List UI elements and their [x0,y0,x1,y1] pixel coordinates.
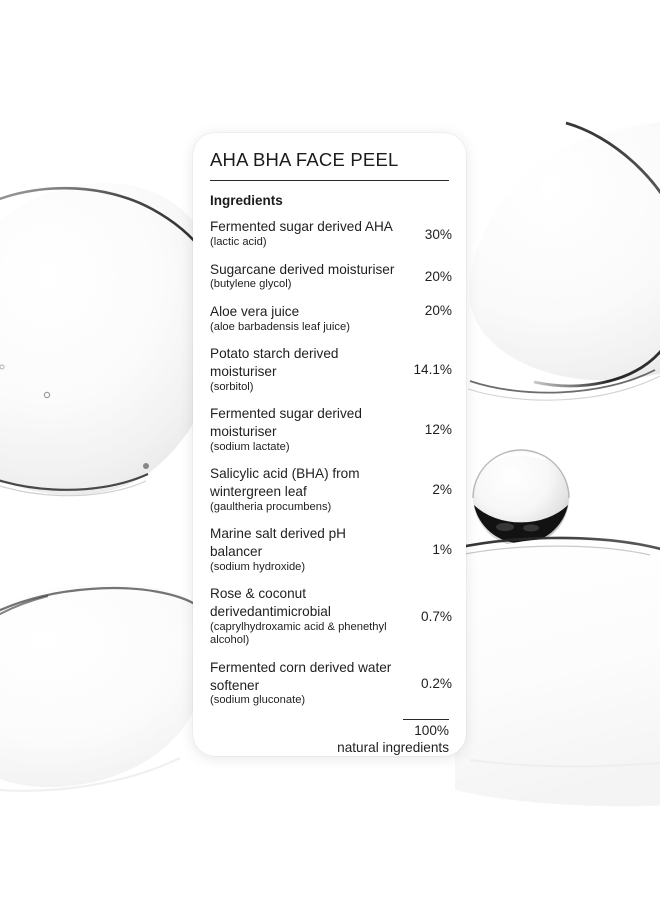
ingredient-percentage: 0.7% [421,609,452,625]
list-item [210,261,452,292]
droplet-left-large [0,183,224,496]
ingredient-name: Salicylic acid (BHA) from wintergreen leaf [210,466,360,499]
ingredient-name: Sugarcane derived moisturiser [210,261,395,277]
ingredient-inci: (lactic acid) [210,236,267,249]
ingredient-inci: (sorbitol) [210,380,254,393]
total-footer [210,719,452,757]
ingredient-text [210,345,406,394]
ingredient-inci: (butylene glycol) [210,278,292,291]
ingredient-text [210,585,406,648]
ingredient-inci: (sodium lactate) [210,440,290,453]
ingredient-inci: (gaultheria procumbens) [210,500,332,513]
ingredient-text [210,405,406,454]
list-item [210,585,452,648]
ingredient-name: Rose & coconut derivedantimicrobial [210,586,331,619]
ingredient-percentage: 30% [424,226,452,242]
ingredient-name: Potato starch derived moisturiser [210,346,339,379]
ingredient-percentage: 2% [432,482,452,498]
ingredient-percentage: 0.2% [421,675,452,691]
droplet-top-right [468,119,660,400]
total-percentage: 100% [414,722,449,738]
ingredients-card [193,133,466,756]
ingredient-name: Aloe vera juice [210,304,300,319]
total-divider [403,719,449,720]
title-divider [210,180,449,181]
ingredient-text [210,218,406,249]
total-note: natural ingredients [337,739,449,755]
list-item [210,525,452,574]
list-item [210,659,452,708]
ingredient-percentage: 20% [424,268,452,284]
droplet-sphere-small [473,450,569,546]
droplet-bottom-left [0,584,209,791]
ingredient-text [210,261,406,292]
ingredient-text [210,303,406,334]
ingredient-inci: (sodium gluconate) [210,694,306,707]
ingredient-inci: (sodium hydroxide) [210,560,306,573]
ingredient-percentage: 1% [432,542,452,558]
list-item [210,465,452,514]
list-item [210,303,452,334]
list-item [210,345,452,394]
ingredient-name: Marine salt derived pH balancer [210,526,346,559]
ingredient-inci: (aloe barbadensis leaf juice) [210,320,350,333]
ingredient-text [210,525,406,574]
droplet-bottom-right-wide [455,538,660,807]
list-item [210,218,452,249]
ingredient-name: Fermented sugar derived moisturiser [210,406,362,439]
section-label-ingredients: Ingredients [210,193,283,209]
ingredient-name: Fermented corn derived water softener [210,659,392,693]
ingredient-percentage: 14.1% [413,362,452,378]
list-item [210,405,452,454]
ingredient-percentage: 12% [424,422,452,438]
page-title: AHA BHA FACE PEEL [210,149,399,170]
ingredient-name: Fermented sugar derived AHA [210,219,393,235]
ingredients-list [210,218,452,708]
ingredient-text [210,659,406,708]
ingredient-percentage: 20% [424,303,452,318]
ingredient-inci: (caprylhydroxamic acid & phenethyl alcohol) [210,620,387,647]
ingredient-text [210,465,406,514]
